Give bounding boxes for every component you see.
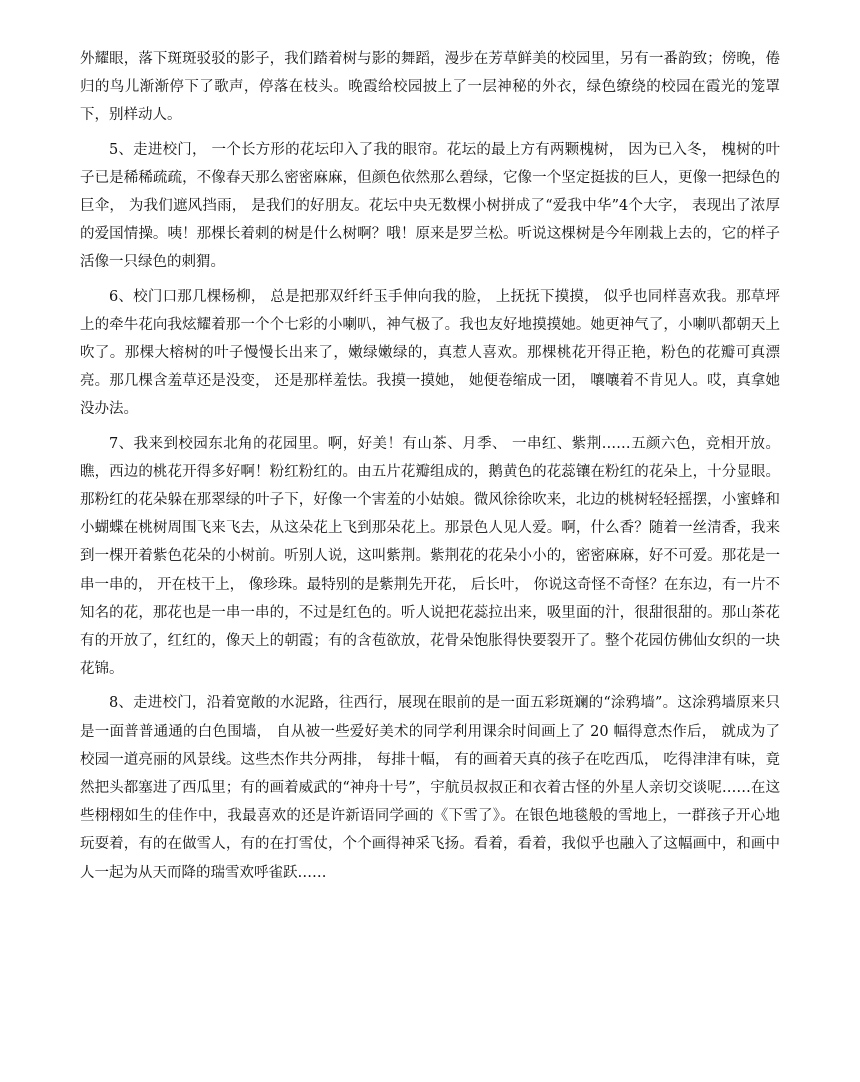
document-page xyxy=(80,45,780,893)
paragraph-8-graffiti-wall: 8、走进校门，沿着宽敞的水泥路，往西行，展现在眼前的是一面五彩斑斓的“涂鸦墙”。这涂鸦墙原来只是一面普普通通的白色围墙， 自从被一些爱好美术的同学利用课余时间画上了 20 幅得意杰作后， 就成为了校园一道亮丽的风景线。这些杰作共分两排， 每排十幅， 有的画着天真的孩子在吃西瓜， 吃得津津有味，竟然把头都塞进了西瓜里；有的画着威武的“神舟十号”，宇航员叔叔正和衣着古怪的外星人亲切交谈呢……在这些栩栩如生的佳作中，我最喜欢的还是许新语同学画的《下雪了》。在银色地毯般的雪地上，一群孩子开心地玩耍着，有的在做雪人，有的在打雪仗，个个画得神采飞扬。看着，看着，我似乎也融入了这幅画中，和画中人一起为从天而降的瑞雪欢呼雀跃…… xyxy=(80,695,780,881)
paragraph-5-flower-bed: 5、走进校门， 一个长方形的花坛印入了我的眼帘。花坛的最上方有两颗槐树， 因为已入冬， 槐树的叶子已是稀稀疏疏，不像春天那么密密麻麻，但颜色依然那么碧绿，它像一个坚定挺拔的巨人，更像一把绿色的巨伞， 为我们遮风挡雨， 是我们的好朋友。花坛中央无数棵小树拼成了“爱我中华”4个大字， 表现出了浓厚的爱国情操。咦！那棵长着刺的树是什么树啊？哦！原来是罗兰松。听说这棵树是今年刚栽上去的，它的样子活像一只绿色的刺猬。 xyxy=(80,141,780,271)
paragraph-6-willows: 6、校门口那几棵杨柳， 总是把那双纤纤玉手伸向我的脸， 上抚抚下摸摸， 似乎也同样喜欢我。那草坪上的牵牛花向我炫耀着那一个个七彩的小喇叭，神气极了。我也友好地摸摸她。她更神气了，小喇叭都朝天上吹了。那棵大榕树的叶子慢慢长出来了，嫩绿嫩绿的，真惹人喜欢。那棵桃花开得正艳，粉色的花瓣可真漂亮。那几棵含羞草还是没变， 还是那样羞怯。我摸一摸她， 她便卷缩成一团， 嚷嚷着不肯见人。哎，真拿她没办法。 xyxy=(80,288,780,418)
paragraph-7-garden: 7、我来到校园东北角的花园里。啊，好美！有山茶、月季、 一串红、紫荆……五颜六色，竞相开放。瞧，西边的桃花开得多好啊！粉红粉红的。由五片花瓣组成的，鹅黄色的花蕊镶在粉红的花朵上，十分显眼。那粉红的花朵躲在那翠绿的叶子下，好像一个害羞的小姑娘。微风徐徐吹来，北边的桃树轻轻摇摆，小蜜蜂和小蝴蝶在桃树周围飞来飞去，从这朵花上飞到那朵花上。那景色人见人爱。啊，什么香？随着一丝清香，我来到一棵开着紫色花朵的小树前。听别人说，这叫紫荆。紫荆花的花朵小小的，密密麻麻，好不可爱。那花是一串一串的， 开在枝干上， 像珍珠。最特别的是紫荆先开花， 后长叶， 你说这奇怪不奇怪？在东边，有一片不知名的花，那花也是一串一串的，不过是红色的。听人说把花蕊拉出来，吸里面的汁，很甜很甜的。那山茶花有的开放了，红红的，像天上的朝霞；有的含苞欲放，花骨朵饱胀得快要裂开了。整个花园仿佛仙女织的一块花锦。 xyxy=(80,435,780,678)
paragraph-continued: 外耀眼，落下斑斑驳驳的影子，我们踏着树与影的舞蹈，漫步在芳草鲜美的校园里，另有一番韵致；傍晚，倦归的鸟儿渐渐停下了歌声，停落在枝头。晚霞给校园披上了一层神秘的外衣，绿色缭绕的校园在霞光的笼罩下，别样动人。 xyxy=(80,51,780,124)
